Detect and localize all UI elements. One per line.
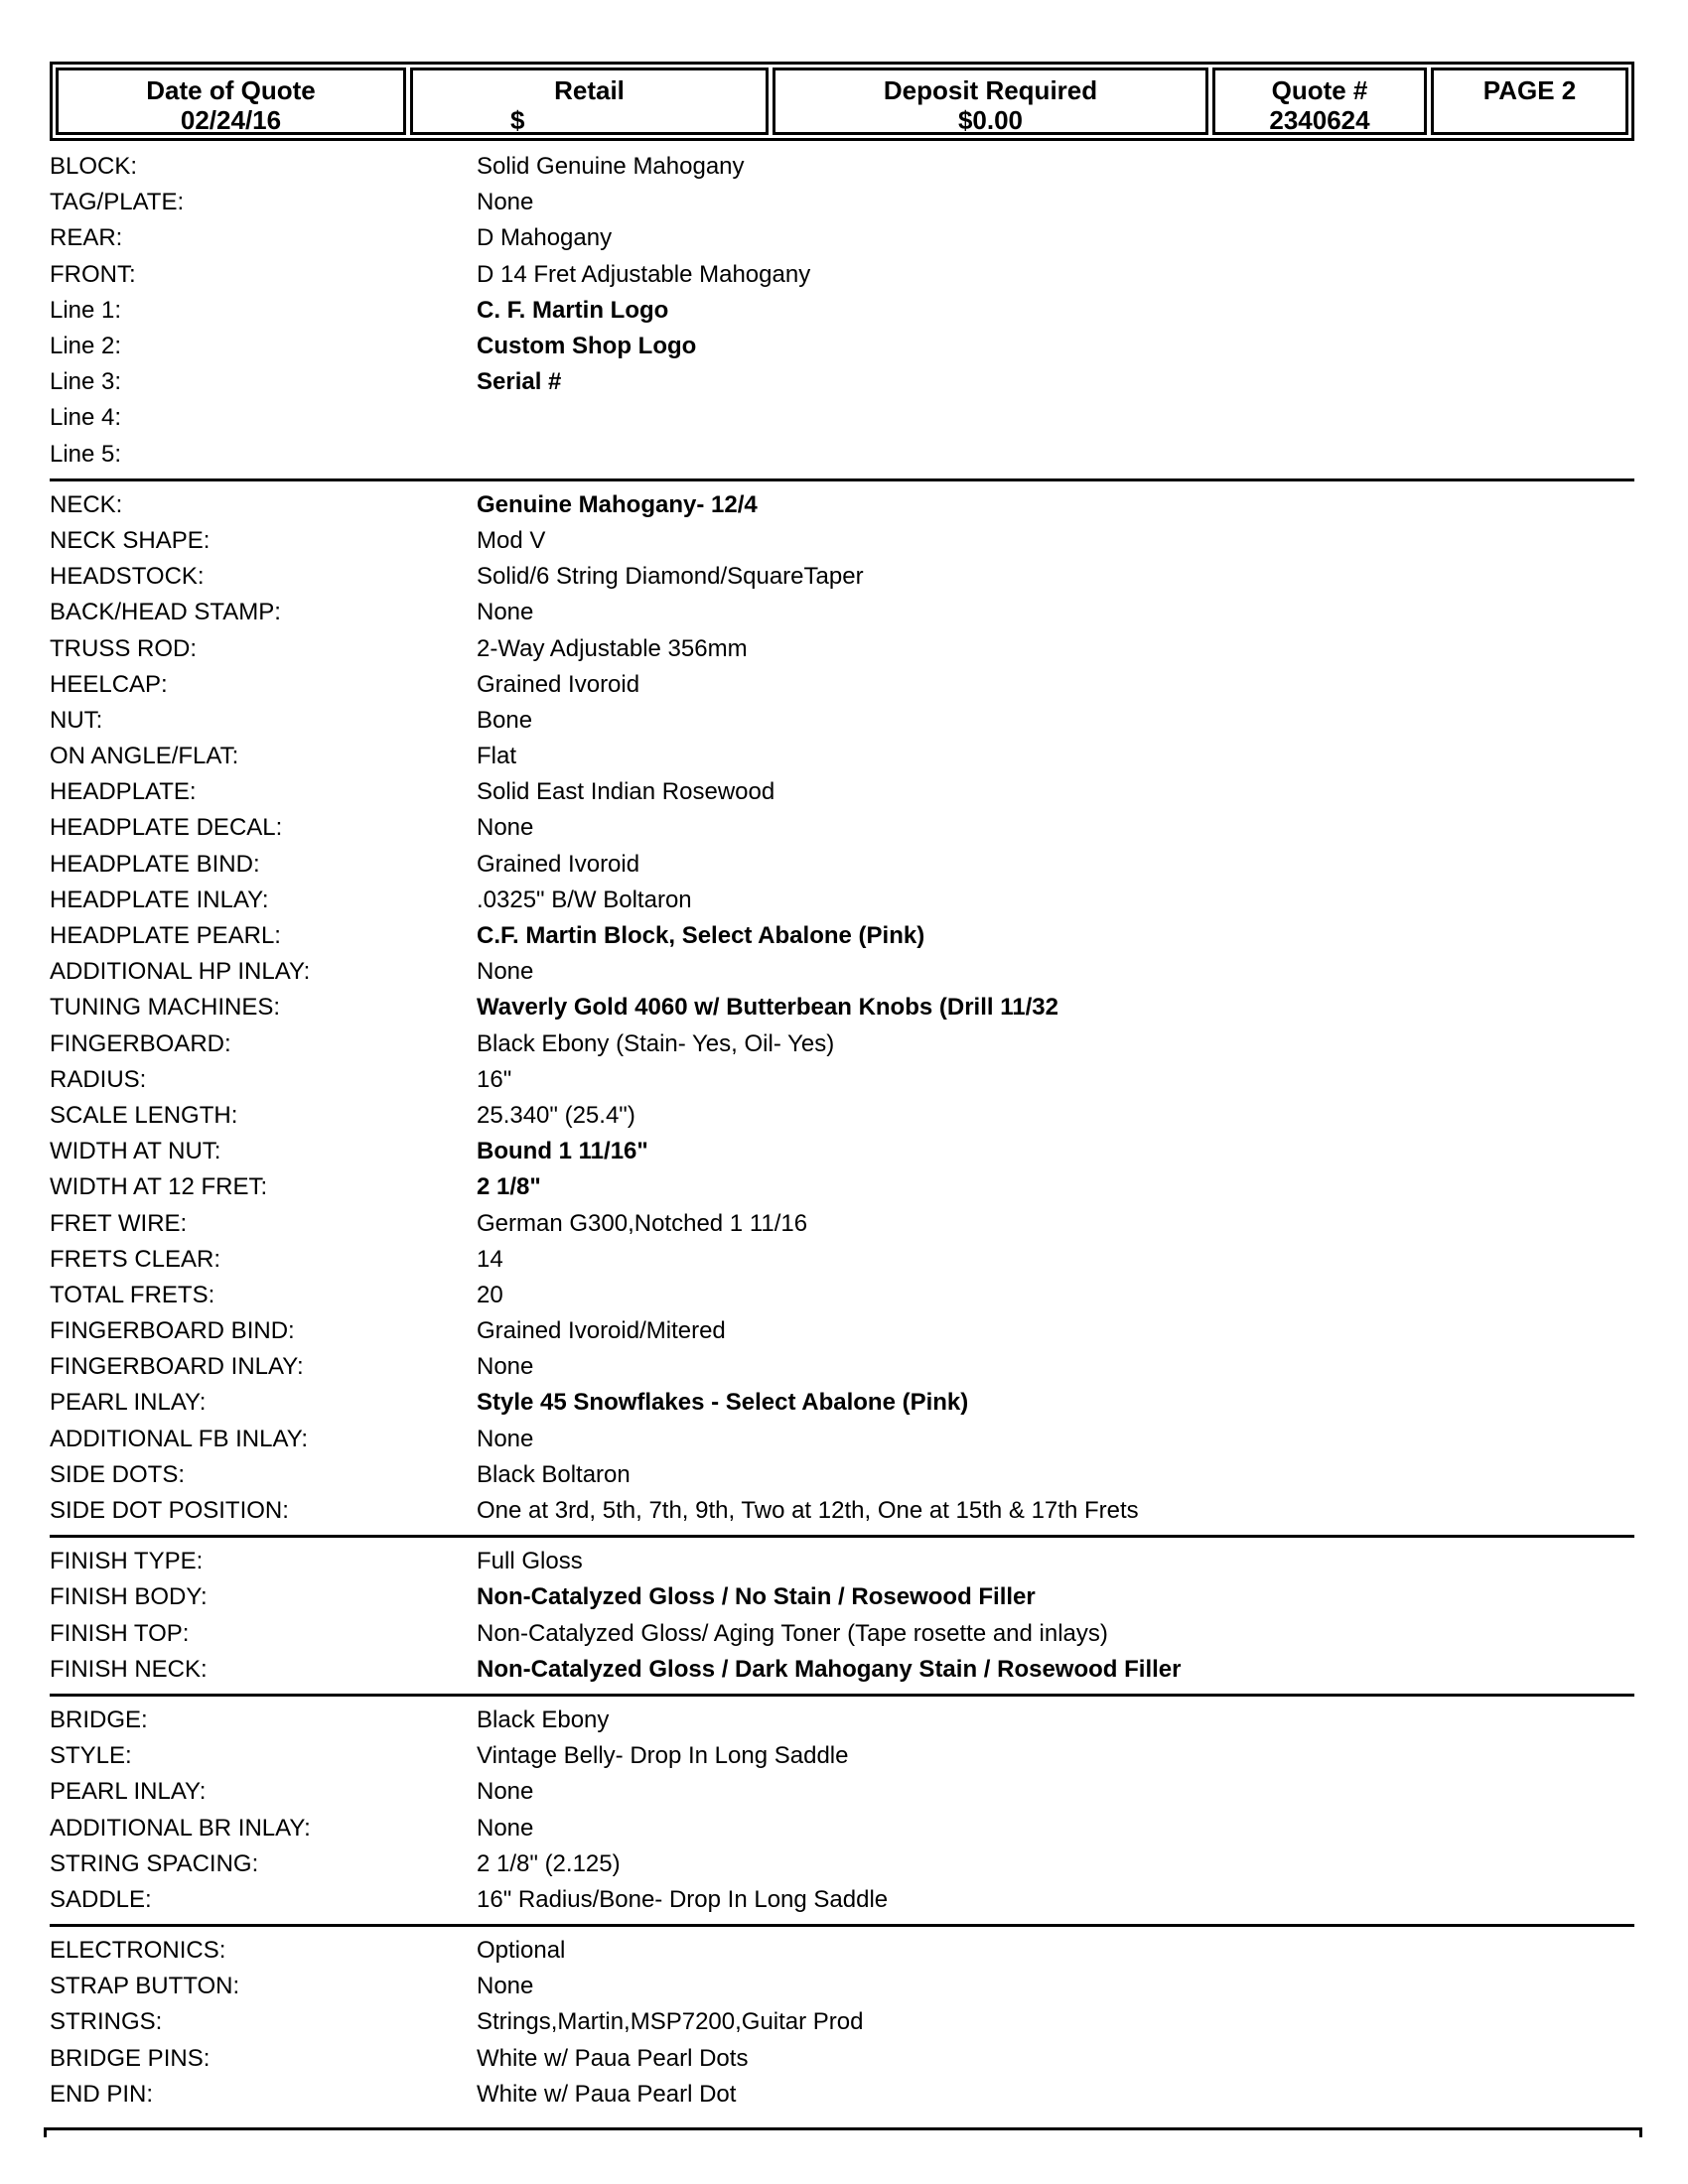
spec-value: Full Gloss: [477, 1548, 583, 1575]
spec-row: [50, 883, 1634, 918]
spec-value: Style 45 Snowflakes - Select Abalone (Pink): [477, 1389, 969, 1417]
spec-value: Grained Ivoroid: [477, 670, 640, 698]
spec-label: Line 4:: [50, 404, 122, 432]
spec-row: [50, 149, 1634, 185]
date-of-quote-label: Date of Quote: [146, 75, 316, 105]
spec-label: FINGERBOARD:: [50, 1029, 231, 1057]
spec-value: D Mahogany: [477, 224, 613, 252]
spec-row: [50, 1493, 1634, 1529]
spec-label: NUT:: [50, 706, 103, 734]
spec-row: [50, 1738, 1634, 1774]
spec-value: None: [477, 1973, 534, 2000]
spec-value: Non-Catalyzed Gloss/ Aging Toner (Tape rosette and inlays): [477, 1619, 1108, 1647]
spec-value: 14: [477, 1245, 503, 1273]
spec-value: 2 1/8" (2.125): [477, 1849, 621, 1877]
spec-list: [50, 149, 1634, 2124]
spec-row: [50, 1062, 1634, 1098]
footer-rule: [44, 2127, 1642, 2130]
spec-label: SIDE DOTS:: [50, 1460, 186, 1488]
spec-label: STRING SPACING:: [50, 1849, 259, 1877]
spec-label: Line 2:: [50, 333, 122, 360]
spec-value: Bone: [477, 706, 533, 734]
spec-label: HEADPLATE BIND:: [50, 850, 260, 878]
spec-row: [50, 847, 1634, 883]
spec-label: HEADPLATE DECAL:: [50, 814, 283, 842]
spec-value: 25.340" (25.4"): [477, 1101, 635, 1129]
spec-row: [50, 1703, 1634, 1738]
spec-label: END PIN:: [50, 2080, 154, 2108]
spec-row: [50, 1313, 1634, 1349]
spec-value: Serial #: [477, 368, 562, 396]
page-number-label: PAGE 2: [1482, 75, 1577, 105]
quote-number-label: Quote #: [1271, 75, 1368, 105]
spec-row: [50, 1457, 1634, 1493]
spec-label: WIDTH AT NUT:: [50, 1138, 221, 1165]
spec-row: [50, 667, 1634, 703]
spec-label: HEADPLATE:: [50, 778, 197, 806]
spec-label: TRUSS ROD:: [50, 634, 198, 662]
spec-value: One at 3rd, 5th, 7th, 9th, Two at 12th, One at 15th & 17th Frets: [477, 1497, 1139, 1525]
spec-label: Line 3:: [50, 368, 122, 396]
spec-row: [50, 559, 1634, 595]
spec-row: [50, 595, 1634, 630]
spec-row: [50, 774, 1634, 810]
spec-label: PEARL INLAY:: [50, 1778, 207, 1806]
spec-row: [50, 523, 1634, 559]
spec-value: Vintage Belly- Drop In Long Saddle: [477, 1742, 849, 1770]
spec-label: REAR:: [50, 224, 123, 252]
spec-value: None: [477, 814, 534, 842]
spec-row: [50, 1098, 1634, 1134]
spec-value: 20: [477, 1281, 503, 1308]
spec-row: [50, 1969, 1634, 2004]
spec-row: [50, 1385, 1634, 1421]
spec-label: STYLE:: [50, 1742, 132, 1770]
spec-value: 2-Way Adjustable 356mm: [477, 634, 748, 662]
spec-row: [50, 329, 1634, 364]
spec-label: PEARL INLAY:: [50, 1389, 207, 1417]
spec-label: ADDITIONAL BR INLAY:: [50, 1814, 311, 1842]
spec-label: BRIDGE PINS:: [50, 2044, 211, 2072]
section-neck: [50, 487, 1634, 1538]
spec-value: None: [477, 1353, 534, 1381]
deposit-cell: [773, 68, 1208, 135]
spec-value: Solid/6 String Diamond/SquareTaper: [477, 563, 864, 591]
spec-row: [50, 257, 1634, 293]
spec-label: ON ANGLE/FLAT:: [50, 743, 239, 770]
spec-value: Black Ebony (Stain- Yes, Oil- Yes): [477, 1029, 835, 1057]
section-bridge: [50, 1703, 1634, 1927]
spec-row: [50, 1134, 1634, 1169]
spec-label: RADIUS:: [50, 1065, 147, 1093]
spec-row: [50, 630, 1634, 666]
spec-label: FRONT:: [50, 260, 136, 288]
spec-label: Line 5:: [50, 440, 122, 468]
spec-row: [50, 1616, 1634, 1652]
spec-label: NECK SHAPE:: [50, 526, 211, 554]
section-electronics: [50, 1933, 1634, 2118]
spec-value: None: [477, 189, 534, 216]
spec-value: None: [477, 958, 534, 986]
spec-row: [50, 1882, 1634, 1918]
retail-value: $: [510, 105, 525, 135]
spec-value: Solid Genuine Mahogany: [477, 153, 745, 181]
spec-value: Non-Catalyzed Gloss / No Stain / Rosewood Filler: [477, 1583, 1036, 1611]
spec-label: BRIDGE:: [50, 1706, 148, 1733]
spec-label: STRAP BUTTON:: [50, 1973, 240, 2000]
spec-row: [50, 990, 1634, 1025]
spec-label: BLOCK:: [50, 153, 138, 181]
spec-value: Mod V: [477, 526, 546, 554]
spec-value: Black Boltaron: [477, 1460, 631, 1488]
spec-label: FINGERBOARD INLAY:: [50, 1353, 304, 1381]
spec-value: Non-Catalyzed Gloss / Dark Mahogany Stain / Rosewood Filler: [477, 1655, 1182, 1683]
spec-row: [50, 1846, 1634, 1882]
spec-label: FINGERBOARD BIND:: [50, 1317, 295, 1345]
spec-label: HEADPLATE PEARL:: [50, 922, 281, 950]
spec-label: NECK:: [50, 490, 123, 518]
spec-row: [50, 918, 1634, 954]
spec-value: Waverly Gold 4060 w/ Butterbean Knobs (Drill 11/32: [477, 994, 1058, 1022]
spec-label: FRETS CLEAR:: [50, 1245, 221, 1273]
spec-label: STRINGS:: [50, 2008, 163, 2036]
spec-label: SCALE LENGTH:: [50, 1101, 238, 1129]
spec-row: [50, 703, 1634, 739]
deposit-label: Deposit Required: [883, 75, 1098, 105]
spec-row: [50, 810, 1634, 846]
spec-row: [50, 1026, 1634, 1062]
spec-row: [50, 2041, 1634, 2077]
spec-value: Grained Ivoroid: [477, 850, 640, 878]
spec-label: FINISH TOP:: [50, 1619, 190, 1647]
spec-value: Grained Ivoroid/Mitered: [477, 1317, 726, 1345]
spec-value: 2 1/8": [477, 1173, 541, 1201]
spec-value: Optional: [477, 1937, 566, 1965]
page-number-cell: [1431, 68, 1628, 135]
spec-row: [50, 437, 1634, 473]
spec-label: FINISH BODY:: [50, 1583, 208, 1611]
spec-label: FINISH NECK:: [50, 1655, 208, 1683]
spec-row: [50, 293, 1634, 329]
date-of-quote-value: 02/24/16: [180, 105, 282, 135]
spec-row: [50, 1774, 1634, 1810]
spec-row: [50, 954, 1634, 990]
spec-row: [50, 1544, 1634, 1579]
quote-header: [50, 62, 1634, 141]
spec-value: Bound 1 11/16": [477, 1138, 648, 1165]
spec-label: HEADSTOCK:: [50, 563, 205, 591]
spec-value: None: [477, 599, 534, 626]
spec-label: HEADPLATE INLAY:: [50, 886, 269, 913]
spec-value: None: [477, 1425, 534, 1452]
spec-row: [50, 1810, 1634, 1845]
section-finish: [50, 1544, 1634, 1697]
spec-label: HEELCAP:: [50, 670, 168, 698]
spec-value: Strings,Martin,MSP7200,Guitar Prod: [477, 2008, 864, 2036]
spec-label: SIDE DOT POSITION:: [50, 1497, 289, 1525]
spec-value: Solid East Indian Rosewood: [477, 778, 775, 806]
spec-row: [50, 185, 1634, 220]
spec-row: [50, 364, 1634, 400]
spec-row: [50, 1933, 1634, 1969]
spec-row: [50, 1278, 1634, 1313]
spec-row: [50, 1169, 1634, 1205]
section-block: [50, 149, 1634, 481]
date-of-quote-cell: [56, 68, 406, 135]
spec-row: [50, 1652, 1634, 1688]
spec-value: 16" Radius/Bone- Drop In Long Saddle: [477, 1885, 889, 1913]
spec-row: [50, 220, 1634, 256]
spec-value: C. F. Martin Logo: [477, 296, 669, 324]
spec-value: D 14 Fret Adjustable Mahogany: [477, 260, 811, 288]
spec-label: TAG/PLATE:: [50, 189, 185, 216]
spec-value: White w/ Paua Pearl Dot: [477, 2080, 737, 2108]
spec-value: German G300,Notched 1 11/16: [477, 1209, 808, 1237]
spec-value: 16": [477, 1065, 512, 1093]
spec-row: [50, 1422, 1634, 1457]
spec-label: BACK/HEAD STAMP:: [50, 599, 281, 626]
spec-row: [50, 400, 1634, 436]
spec-value: Custom Shop Logo: [477, 333, 697, 360]
spec-row: [50, 739, 1634, 774]
retail-cell: [410, 68, 769, 135]
retail-label: Retail: [554, 75, 625, 105]
spec-label: SADDLE:: [50, 1885, 152, 1913]
spec-value: Black Ebony: [477, 1706, 610, 1733]
spec-label: TOTAL FRETS:: [50, 1281, 215, 1308]
spec-value: White w/ Paua Pearl Dots: [477, 2044, 749, 2072]
spec-label: ADDITIONAL FB INLAY:: [50, 1425, 309, 1452]
spec-value: Genuine Mahogany- 12/4: [477, 490, 758, 518]
spec-label: ELECTRONICS:: [50, 1937, 226, 1965]
deposit-value: $0.00: [957, 105, 1024, 135]
spec-row: [50, 1242, 1634, 1278]
spec-row: [50, 1579, 1634, 1615]
spec-value: None: [477, 1814, 534, 1842]
spec-value: Flat: [477, 743, 517, 770]
spec-label: TUNING MACHINES:: [50, 994, 281, 1022]
spec-value: C.F. Martin Block, Select Abalone (Pink): [477, 922, 925, 950]
spec-label: FINISH TYPE:: [50, 1548, 204, 1575]
spec-label: Line 1:: [50, 296, 122, 324]
quote-number-value: 2340624: [1269, 105, 1370, 135]
spec-label: WIDTH AT 12 FRET:: [50, 1173, 268, 1201]
quote-number-cell: [1212, 68, 1427, 135]
spec-label: ADDITIONAL HP INLAY:: [50, 958, 311, 986]
spec-row: [50, 2004, 1634, 2040]
spec-value: .0325" B/W Boltaron: [477, 886, 692, 913]
spec-row: [50, 1205, 1634, 1241]
spec-label: FRET WIRE:: [50, 1209, 188, 1237]
spec-value: None: [477, 1778, 534, 1806]
spec-row: [50, 2077, 1634, 2113]
spec-row: [50, 1349, 1634, 1385]
spec-row: [50, 487, 1634, 523]
